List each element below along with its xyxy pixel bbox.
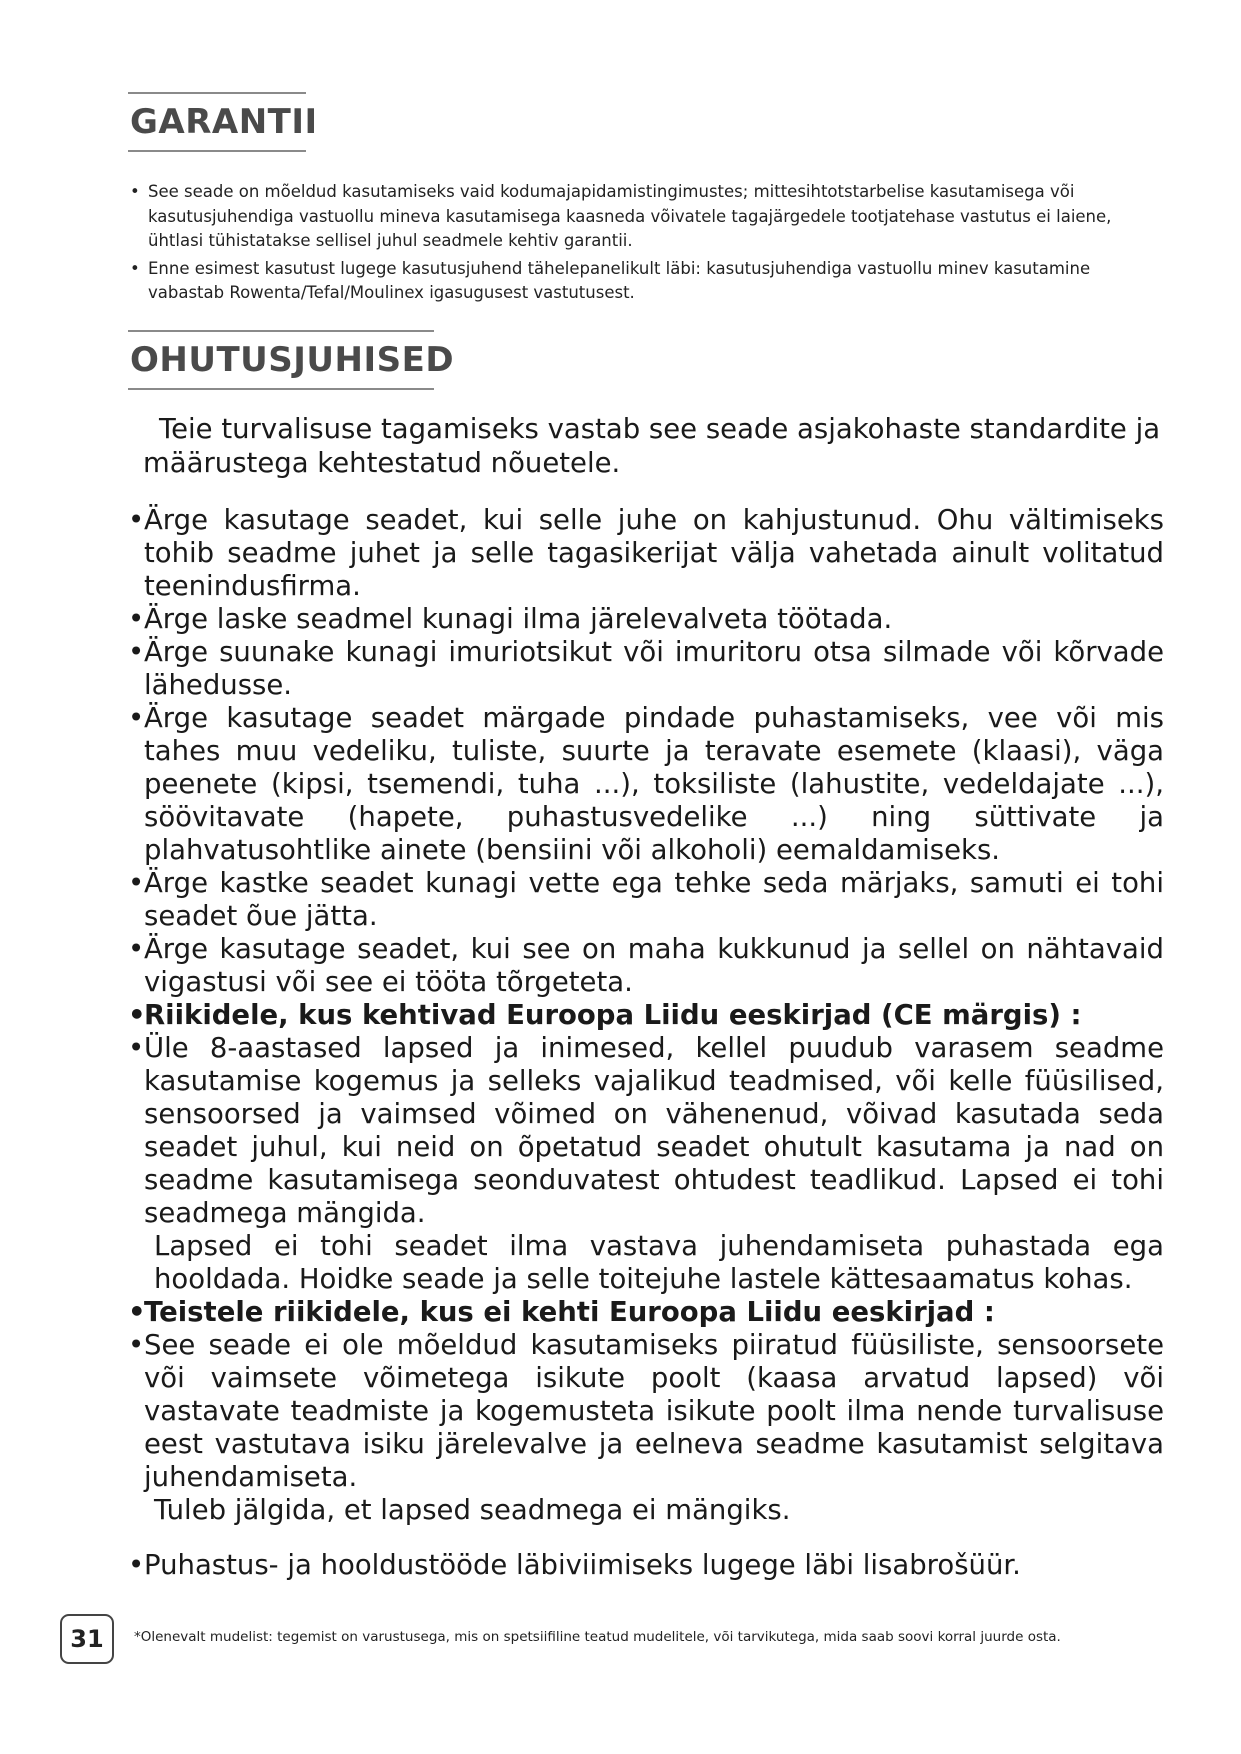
safety-item-text: Üle 8-aastased lapsed ja inimesed, kellel puudub varasem seadme kasutamise kogemus ja selleks vajalikud teadmised, või kelle füüsilised, sensoorsed ja vaimsed võimed on vähenenud, võivad kasutada seda seadet juhul, kui neid on õpetatud seadet ohutult kasutama ja nad on seadme kasutamisega seonduvatest ohtudest teadlikud. Lapsed ei tohi seadmega mängida. <box>144 1032 1164 1229</box>
safety-item: • Ärge kasutage seadet, kui selle juhe on kahjustunud. Ohu vältimiseks tohib seadme juhet ja selle tagasikerijat välja vahetada ainult volitatud teenindusfirma. <box>128 504 1164 603</box>
heading-rule-bottom <box>128 150 306 152</box>
non-eu-countries-heading: • Teistele riikidele, kus ei kehti Euroopa Liidu eeskirjad : <box>128 1296 1164 1329</box>
garantii-heading: GARANTII <box>130 102 318 142</box>
safety-item: • Ärge suunake kunagi imuriotsikut või imuritoru otsa silmade või kõrvade lähedusse. <box>128 636 1164 702</box>
garantii-item: • Enne esimest kasutust lugege kasutusjuhend tähelepanelikult läbi: kasutusjuhendiga vastuollu minev kasutamine vabastab Rowenta/Tefal/Moulinex igasugusest vastutusest. <box>128 257 1168 306</box>
safety-item-cleaning: • Puhastus- ja hooldustööde läbiviimiseks lugege läbi lisabrošüür. <box>128 1549 1164 1582</box>
safety-item: • Ärge kastke seadet kunagi vette ega tehke seda märjaks, samuti ei tohi seadet õue jätta. <box>128 867 1164 933</box>
safety-item-non-eu <box>128 1329 1164 1527</box>
garantii-heading-block <box>128 92 318 152</box>
page-number: 31 <box>60 1614 114 1664</box>
safety-item: • Ärge kasutage seadet, kui see on maha kukkunud ja sellel on nähtavaid vigastusi või see ei tööta tõrgeteta. <box>128 933 1164 999</box>
safety-intro <box>143 412 1163 480</box>
safety-intro-text: Teie turvalisuse tagamiseks vastab see seade asjakohaste standardite ja määrustega kehtestatud nõuetele. <box>143 413 1161 479</box>
safety-item-text: See seade ei ole mõeldud kasutamiseks piiratud füüsiliste, sensoorsete või vaimsete võimetega isikute poolt (kaasa arvatud lapsed) või vastavate teadmiste ja kogemusteta isikute poolt ilma nende turvalisuse eest vastutava isiku järelevalve ja eelneva seadme kasutamist selgitava juhendamiseta. <box>144 1329 1164 1493</box>
supervise-children-note: Tuleb jälgida, et lapsed seadmega ei mängiks. <box>154 1494 791 1526</box>
garantii-item: • See seade on mõeldud kasutamiseks vaid kodumajapidamistingimustes; mittesihtotstarbelise kasutamisega või kasutusjuhendiga vastuollu mineva kasutamisega kaasneda võivatele tagajärgedele tootjatehase vastutus ei laiene, ühtlasi tühistatakse sellisel juhul seadmele kehtiv garantii. <box>128 180 1168 254</box>
ohutusjuhised-heading: OHUTUSJUHISED <box>130 340 455 380</box>
safety-list <box>128 504 1164 1582</box>
footnote: *Olenevalt mudelist: tegemist on varustusega, mis on spetsiifiline teatud mudelitele, või tarvikutega, mida saab soovi korral juurde osta. <box>134 1629 1061 1645</box>
eu-countries-heading: • Riikidele, kus kehtivad Euroopa Liidu eeskirjad (CE märgis) : <box>128 999 1164 1032</box>
safety-item: • Ärge kasutage seadet märgade pindade puhastamiseks, vee või mis tahes muu vedeliku, tuliste, suurte ja teravate esemete (klaasi), väga peenete (kipsi, tsemendi, tuha ...), toksiliste (lahustite, vedeldajate ...), söövitavate (hapete, puhastusvedelike ...) ning süttivate ja plahvatusohtlike ainete (bensiini või alkoholi) eemaldamiseks. <box>128 702 1164 867</box>
garantii-list <box>128 180 1168 306</box>
heading-rule-bottom <box>128 388 434 390</box>
safety-item: • Ärge laske seadmel kunagi ilma järelevalveta töötada. <box>128 603 1164 636</box>
ohutusjuhised-heading-block <box>128 330 455 390</box>
children-cleaning-note: Lapsed ei tohi seadet ilma vastava juhendamiseta puhastada ega hooldada. Hoidke seade ja selle toitejuhe lastele kättesaamatus kohas. <box>154 1230 1164 1295</box>
safety-item-children-eu <box>128 1032 1164 1296</box>
